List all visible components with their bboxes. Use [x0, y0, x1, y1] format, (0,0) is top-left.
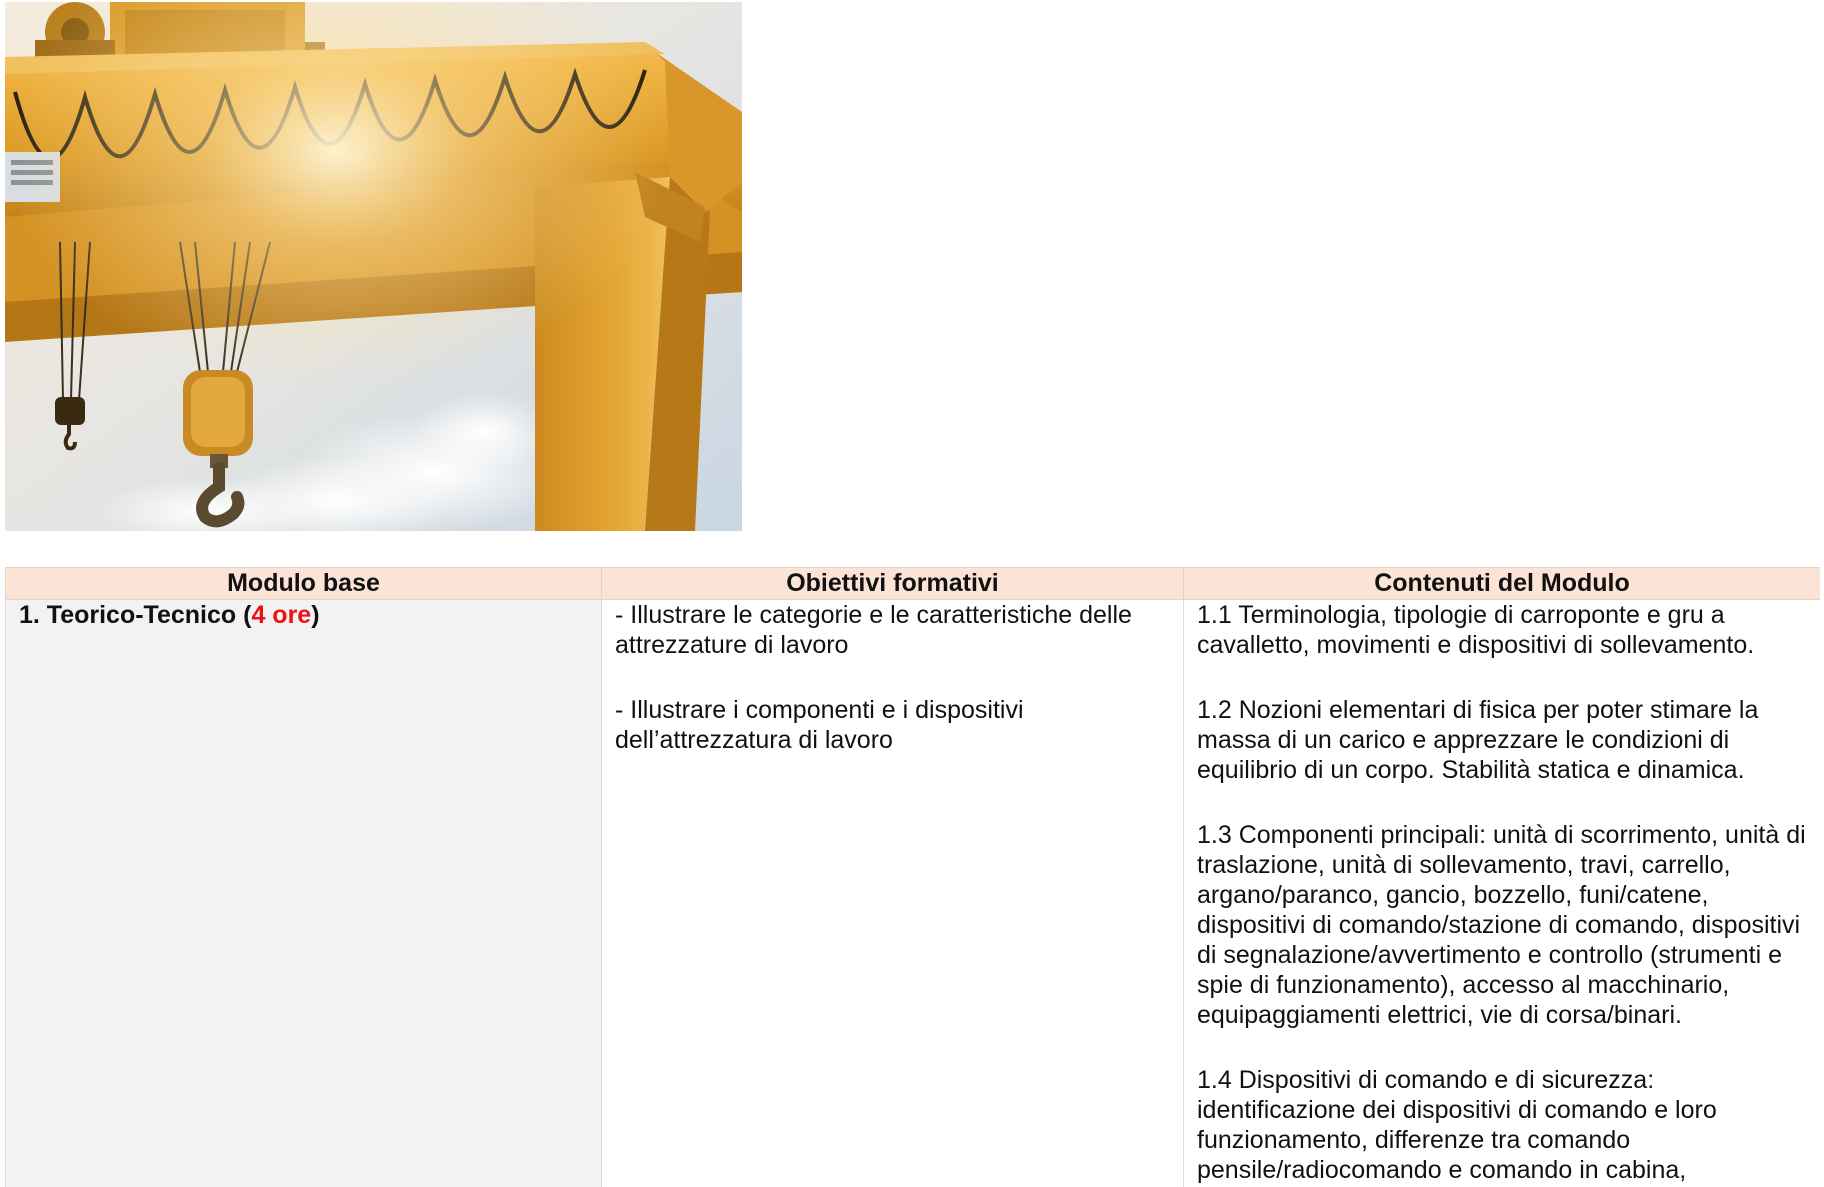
course-table-wrapper: [5, 567, 1820, 1187]
module-cell: [6, 600, 602, 1187]
content-item: 1.2 Nozioni elementari di fisica per poter stimare la massa di un carico e apprezzare le condizioni di equilibrio di un corpo. Stabilità statica e dinamica.: [1197, 695, 1808, 785]
crane-photo-illustration: [5, 2, 742, 531]
content-item: 1.1 Terminologia, tipologie di carroponte e gru a cavalletto, movimenti e dispositivi di sollevamento.: [1197, 600, 1808, 660]
header-obiettivi-formativi: Obiettivi formativi: [602, 568, 1184, 600]
header-modulo-base: Modulo base: [6, 568, 602, 600]
module-hours: 4 ore: [251, 601, 311, 629]
header-contenuti-modulo: Contenuti del Modulo: [1184, 568, 1821, 600]
table-row: [6, 600, 1821, 1187]
crane-photo: [5, 2, 742, 531]
content-item: 1.3 Componenti principali: unità di scorrimento, unità di traslazione, unità di sollevamento, travi, carrello, argano/paranco, gancio, bozzello, funi/catene, dispositivi di comando/stazione di comando, dispositivi di segnalazione/avvertimento e controllo (strumenti e spie di funzionamento), accesso al macchinario, equipaggiamenti elettrici, vie di corsa/binari.: [1197, 820, 1808, 1030]
module-title-prefix: 1. Teorico-Tecnico (: [19, 601, 251, 629]
course-table: [5, 567, 1820, 1187]
objective-item: - Illustrare le categorie e le caratteristiche delle attrezzature di lavoro: [615, 600, 1171, 660]
objectives-cell: [602, 600, 1184, 1187]
module-title-suffix: ): [311, 601, 319, 629]
table-header-row: [6, 568, 1821, 600]
contents-cell: [1184, 600, 1821, 1187]
objective-item: - Illustrare i componenti e i dispositivi dell’attrezzatura di lavoro: [615, 695, 1171, 755]
content-item: 1.4 Dispositivi di comando e di sicurezza: identificazione dei dispositivi di comando e loro funzionamento, differenze tra comando pensile/radiocomando e comando in cabina,: [1197, 1065, 1808, 1185]
